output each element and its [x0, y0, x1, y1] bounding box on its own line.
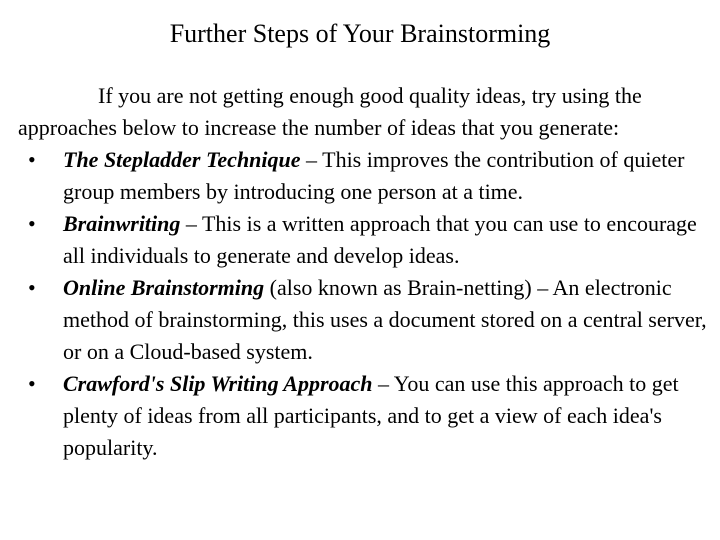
bullet-icon: •: [28, 275, 36, 300]
bullet-item-brainwriting: [18, 208, 718, 272]
bullet-term: Online Brainstorming: [63, 275, 265, 300]
slide-body: [18, 80, 718, 464]
bullet-item-online-brainstorming: [18, 272, 718, 368]
bullet-icon: •: [28, 371, 36, 396]
bullet-term: Crawford's Slip Writing Approach: [63, 371, 373, 396]
bullet-icon: •: [28, 147, 36, 172]
intro-paragraph: If you are not getting enough good quality ideas, try using the approaches below to increase the number of ideas that you generate:: [18, 83, 642, 140]
bullet-list: [18, 144, 718, 464]
bullet-icon: •: [28, 211, 36, 236]
bullet-item-crawford-slip-writing: [18, 368, 718, 464]
bullet-text: – This improves the contribution of quieter group members by introducing one person at a time.: [63, 147, 685, 204]
bullet-text: – This is a written approach that you can use to encourage all individuals to generate and develop ideas.: [63, 211, 697, 268]
bullet-term: Brainwriting: [63, 211, 181, 236]
bullet-text: (also known as Brain-netting) – An electronic method of brainstorming, this uses a document stored on a central server, or on a Cloud-based system.: [63, 275, 707, 364]
slide-title: Further Steps of Your Brainstorming: [169, 19, 551, 48]
bullet-text: – You can use this approach to get plenty of ideas from all participants, and to get a view of each idea's popularity.: [63, 371, 679, 460]
bullet-term: The Stepladder Technique: [63, 147, 301, 172]
bullet-item-stepladder: [18, 144, 718, 208]
